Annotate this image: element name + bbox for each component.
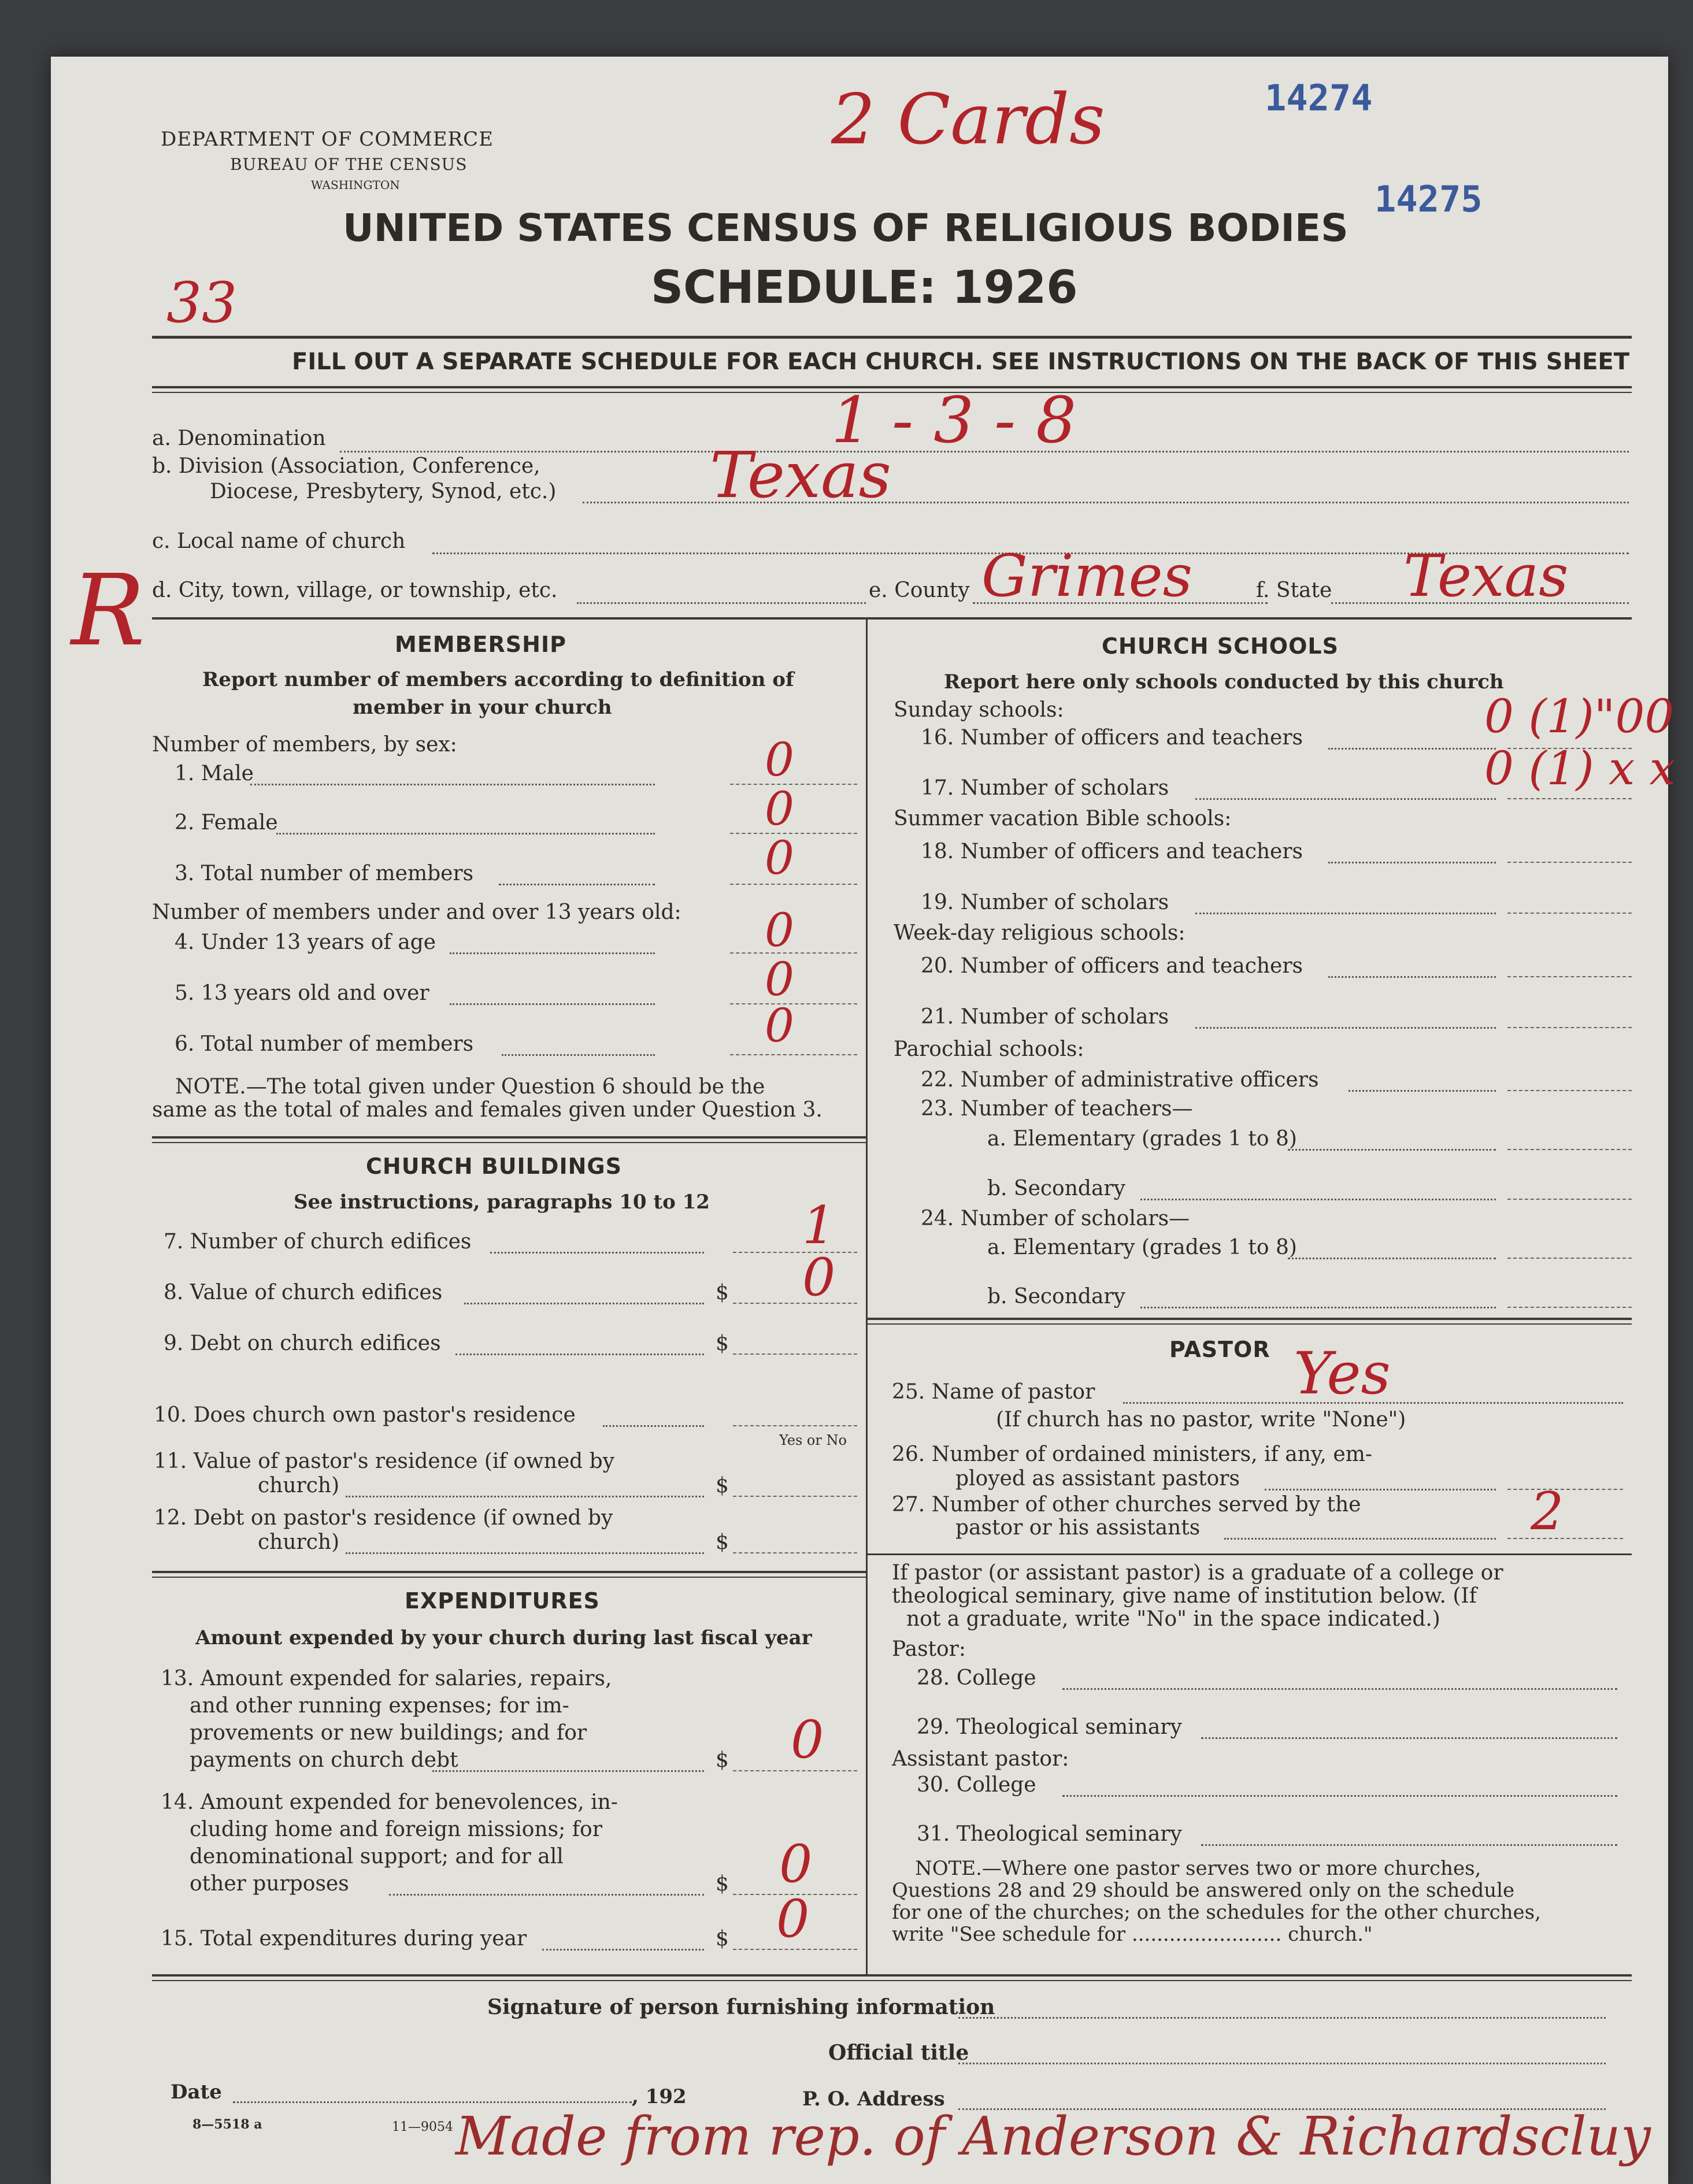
- q20-dots: [1328, 976, 1496, 978]
- q8-label: 8. Value of church edifices: [164, 1281, 443, 1304]
- q13-label-4: payments on church debt: [190, 1748, 458, 1772]
- county-label: e. County: [869, 579, 970, 602]
- q1-dots: [250, 784, 655, 785]
- pastor-note-4: write "See schedule for ........................ church.": [892, 1923, 1373, 1946]
- identity-rule: [152, 617, 1632, 620]
- q10-answer-line: [733, 1425, 857, 1426]
- q24b-dots: [1140, 1307, 1496, 1308]
- q4-label: 4. Under 13 years of age: [175, 930, 436, 954]
- signature-line: [958, 2017, 1606, 2019]
- buildings-rule-2: [152, 1577, 866, 1578]
- q23a-dots: [1288, 1149, 1496, 1151]
- dept-name: DEPARTMENT OF COMMERCE: [161, 128, 494, 151]
- q29-dots: [1201, 1737, 1617, 1739]
- q7-dots: [490, 1252, 704, 1254]
- q22-answer-line: [1507, 1090, 1632, 1091]
- q14-label-1: 14. Amount expended for benevolences, in-: [161, 1790, 618, 1814]
- q27-answer-line: [1507, 1538, 1623, 1539]
- q26-dots: [1265, 1489, 1496, 1490]
- membership-note-1: NOTE.—The total given under Question 6 should be the: [175, 1075, 765, 1099]
- date-year: , 192: [632, 2085, 687, 2108]
- members-by-sex-label: Number of members, by sex:: [152, 733, 457, 757]
- q2-value: 0: [765, 782, 794, 836]
- official-title-line: [958, 2063, 1606, 2064]
- q30-label: 30. College: [917, 1773, 1036, 1797]
- q5-dots: [450, 1003, 655, 1005]
- q12-label-1: 12. Debt on pastor's residence (if owned by: [154, 1506, 613, 1530]
- q23a-answer-line: [1507, 1149, 1632, 1150]
- q9-dollar: $: [716, 1332, 729, 1355]
- q11-label-2: church): [258, 1474, 340, 1497]
- margin-mark-r: R: [71, 554, 145, 668]
- q18-dots: [1328, 862, 1496, 863]
- q16-value: 0 (1)"00: [1484, 689, 1675, 743]
- schools-rule-1: [868, 1318, 1632, 1320]
- city-line: [577, 602, 866, 604]
- q13-label-3: provements or new buildings; and for: [190, 1721, 587, 1745]
- q23b-answer-line: [1507, 1199, 1632, 1200]
- pastor-heading: PASTOR: [1169, 1337, 1270, 1362]
- q8-dots: [464, 1303, 704, 1304]
- q21-answer-line: [1507, 1027, 1632, 1028]
- date-label: Date: [171, 2081, 222, 2104]
- q25-note: (If church has no pastor, write "None"): [996, 1408, 1406, 1432]
- q13-dollar: $: [716, 1748, 729, 1772]
- po-address-label: P. O. Address: [802, 2087, 945, 2111]
- bureau-name: BUREAU OF THE CENSUS: [230, 155, 468, 174]
- buildings-heading: CHURCH BUILDINGS: [366, 1154, 622, 1179]
- q4-dots: [450, 952, 655, 954]
- q8-dollar: $: [716, 1281, 729, 1304]
- graduate-note-2: theological seminary, give name of institution below. (If: [892, 1584, 1477, 1608]
- q23-label: 23. Number of teachers—: [921, 1097, 1193, 1121]
- instruction-line: FILL OUT A SEPARATE SCHEDULE FOR EACH CHURCH. SEE INSTRUCTIONS ON THE BACK OF THIS SHEET: [292, 348, 1630, 375]
- q13-dots: [432, 1770, 704, 1772]
- schools-sub: Report here only schools conducted by this church: [944, 670, 1504, 694]
- q11-answer-line: [733, 1496, 857, 1497]
- q23b-label: b. Secondary: [987, 1177, 1125, 1200]
- q18-answer-line: [1507, 862, 1632, 863]
- city-label: d. City, town, village, or township, etc.: [152, 579, 558, 602]
- q6-label: 6. Total number of members: [175, 1032, 474, 1056]
- q9-label: 9. Debt on church edifices: [164, 1332, 441, 1355]
- denomination-label: a. Denomination: [152, 427, 326, 450]
- sunday-schools-label: Sunday schools:: [894, 698, 1064, 722]
- q20-answer-line: [1507, 976, 1632, 977]
- q10-yesno-hint: Yes or No: [779, 1432, 847, 1448]
- expenditures-sub: Amount expended by your church during last fiscal year: [195, 1626, 812, 1649]
- pastor-rule: [868, 1553, 1632, 1555]
- q6-value: 0: [765, 999, 794, 1052]
- q6-answer-line: [730, 1054, 857, 1055]
- q16-dots: [1328, 748, 1496, 750]
- q13-answer-line: [733, 1770, 857, 1771]
- q24a-dots: [1288, 1258, 1496, 1259]
- q11-dots: [346, 1496, 704, 1497]
- q14-label-3: denominational support; and for all: [190, 1845, 564, 1868]
- city-name: WASHINGTON: [311, 178, 400, 192]
- q4-value: 0: [765, 903, 794, 957]
- buildings-rule-1: [152, 1571, 866, 1573]
- local-name-label: c. Local name of church: [152, 529, 406, 553]
- q11-dollar: $: [716, 1474, 729, 1497]
- expenditures-heading: EXPENDITURES: [405, 1588, 600, 1614]
- schedule-title: SCHEDULE: 1926: [651, 262, 1078, 314]
- q14-dollar: $: [716, 1872, 729, 1896]
- q22-label: 22. Number of administrative officers: [921, 1068, 1319, 1092]
- q7-label: 7. Number of church edifices: [164, 1230, 472, 1254]
- q13-label-2: and other running expenses; for im-: [190, 1694, 569, 1718]
- summer-schools-label: Summer vacation Bible schools:: [894, 807, 1232, 830]
- q2-dots: [276, 833, 655, 835]
- q15-value: 0: [776, 1889, 810, 1949]
- q9-answer-line: [733, 1354, 857, 1355]
- print-code: 11—9054: [392, 2120, 453, 2134]
- q20-label: 20. Number of officers and teachers: [921, 954, 1303, 978]
- q7-answer-line: [733, 1252, 857, 1253]
- q5-value: 0: [765, 952, 794, 1006]
- parochial-schools-label: Parochial schools:: [894, 1037, 1084, 1061]
- page-number-note: 33: [166, 270, 238, 335]
- state-label: f. State: [1256, 579, 1332, 602]
- signature-label: Signature of person furnishing information: [487, 1995, 995, 2019]
- census-schedule-sheet: [51, 57, 1676, 2184]
- buildings-sub: See instructions, paragraphs 10 to 12: [294, 1191, 710, 1214]
- q3-dots: [499, 884, 655, 885]
- schools-heading: CHURCH SCHOOLS: [1102, 633, 1339, 659]
- division-value: Texas: [710, 438, 891, 512]
- q6-dots: [502, 1054, 655, 1056]
- footer-handwritten-note: Made from rep. of Anderson & Richardscluy: [455, 2105, 1651, 2167]
- stamp-number-1: 14274: [1265, 77, 1373, 119]
- q1-value: 0: [765, 733, 794, 787]
- members-by-age-label: Number of members under and over 13 years old:: [152, 900, 681, 924]
- q22-dots: [1349, 1090, 1496, 1092]
- q17-answer-line: [1507, 798, 1632, 799]
- q27-label-1: 27. Number of other churches served by the: [892, 1493, 1361, 1516]
- pastor-note-2: Questions 28 and 29 should be answered only on the schedule: [892, 1879, 1515, 1902]
- q19-answer-line: [1507, 913, 1632, 914]
- q13-label-1: 13. Amount expended for salaries, repairs,: [161, 1667, 612, 1690]
- cards-note: 2 Cards: [831, 80, 1105, 160]
- q23b-dots: [1140, 1199, 1496, 1200]
- q24b-answer-line: [1507, 1307, 1632, 1308]
- q12-dots: [346, 1552, 704, 1554]
- form-title: UNITED STATES CENSUS OF RELIGIOUS BODIES: [343, 206, 1349, 250]
- q14-label-4: other purposes: [190, 1872, 349, 1896]
- form-number: 8—5518 a: [192, 2117, 262, 2132]
- q15-dots: [542, 1949, 704, 1951]
- q23a-label: a. Elementary (grades 1 to 8): [987, 1127, 1297, 1151]
- q7-value: 1: [802, 1195, 836, 1256]
- q24a-label: a. Elementary (grades 1 to 8): [987, 1236, 1297, 1259]
- q29-label: 29. Theological seminary: [917, 1715, 1182, 1739]
- q24-label: 24. Number of scholars—: [921, 1207, 1190, 1230]
- membership-heading: MEMBERSHIP: [395, 632, 566, 657]
- division-label: b. Division (Association, Conference,: [152, 454, 540, 478]
- state-value: Texas: [1403, 542, 1569, 610]
- q27-value: 2: [1531, 1481, 1564, 1542]
- q9-dots: [455, 1354, 704, 1355]
- denomination-value: 1 - 3 - 8: [831, 383, 1077, 457]
- membership-rule-1: [152, 1136, 866, 1139]
- graduate-note-1: If pastor (or assistant pastor) is a graduate of a college or: [892, 1561, 1503, 1585]
- q17-dots: [1195, 798, 1496, 800]
- q24b-label: b. Secondary: [987, 1285, 1125, 1308]
- q18-label: 18. Number of officers and teachers: [921, 840, 1303, 863]
- q5-label: 5. 13 years old and over: [175, 981, 429, 1005]
- q28-dots: [1062, 1688, 1617, 1690]
- official-title-label: Official title: [828, 2041, 969, 2065]
- q31-label: 31. Theological seminary: [917, 1822, 1182, 1846]
- membership-rule-2: [152, 1142, 866, 1143]
- q13-value: 0: [791, 1710, 824, 1770]
- q12-label-2: church): [258, 1530, 340, 1554]
- weekday-schools-label: Week-day religious schools:: [894, 921, 1186, 945]
- membership-sub-2: member in your church: [353, 696, 612, 719]
- q17-label: 17. Number of scholars: [921, 776, 1169, 800]
- q12-answer-line: [733, 1552, 857, 1553]
- assistant-education-label: Assistant pastor:: [892, 1747, 1069, 1771]
- q19-label: 19. Number of scholars: [921, 891, 1169, 914]
- column-divider: [866, 618, 868, 1975]
- q26-label-1: 26. Number of ordained ministers, if any, em-: [892, 1443, 1372, 1466]
- pastor-note-3: for one of the churches; on the schedules for the other churches,: [892, 1901, 1541, 1924]
- q14-value: 0: [779, 1834, 813, 1894]
- county-value: Grimes: [981, 542, 1192, 610]
- q30-dots: [1062, 1795, 1617, 1797]
- pastor-education-label: Pastor:: [892, 1637, 966, 1661]
- graduate-note-3: not a graduate, write "No" in the space indicated.): [906, 1607, 1440, 1631]
- q11-label-1: 11. Value of pastor's residence (if owned by: [154, 1449, 615, 1473]
- q31-dots: [1201, 1844, 1617, 1846]
- membership-note-2: same as the total of males and females given under Question 3.: [152, 1098, 823, 1122]
- header-rule: [152, 336, 1632, 339]
- q8-answer-line: [733, 1303, 857, 1304]
- q25-label: 25. Name of pastor: [892, 1380, 1095, 1404]
- q3-value: 0: [765, 831, 794, 885]
- q14-dots: [389, 1894, 704, 1896]
- q19-dots: [1195, 913, 1496, 914]
- q1-label: 1. Male: [175, 762, 254, 785]
- q2-label: 2. Female: [175, 811, 278, 835]
- q27-label-2: pastor or his assistants: [955, 1516, 1201, 1540]
- q15-dollar: $: [716, 1927, 729, 1951]
- q16-label: 16. Number of officers and teachers: [921, 726, 1303, 750]
- q28-label: 28. College: [917, 1666, 1036, 1690]
- q15-label: 15. Total expenditures during year: [161, 1927, 527, 1951]
- q12-dollar: $: [716, 1530, 729, 1554]
- q25-value: Yes: [1294, 1340, 1391, 1407]
- footer-rule-2: [152, 1980, 1632, 1981]
- q10-label: 10. Does church own pastor's residence: [154, 1403, 576, 1427]
- q14-label-2: cluding home and foreign missions; for: [190, 1818, 602, 1841]
- q27-dots: [1224, 1538, 1496, 1540]
- pastor-note-1: NOTE.—Where one pastor serves two or more churches,: [915, 1857, 1481, 1880]
- q26-answer-line: [1507, 1489, 1623, 1490]
- q24a-answer-line: [1507, 1258, 1632, 1259]
- footer-rule-1: [152, 1974, 1632, 1977]
- q26-label-2: ployed as assistant pastors: [955, 1467, 1240, 1490]
- q17-value: 0 (1) x x: [1484, 741, 1676, 795]
- q21-label: 21. Number of scholars: [921, 1005, 1169, 1029]
- date-line: [233, 2101, 632, 2103]
- q10-dots: [603, 1425, 704, 1427]
- schools-rule-2: [868, 1323, 1632, 1325]
- division-label-2: Diocese, Presbytery, Synod, etc.): [210, 480, 557, 503]
- membership-sub-1: Report number of members according to definition of: [202, 668, 794, 691]
- q8-value: 0: [802, 1247, 836, 1308]
- q3-label: 3. Total number of members: [175, 862, 474, 885]
- stamp-number-2: 14275: [1375, 178, 1483, 220]
- q21-dots: [1195, 1027, 1496, 1029]
